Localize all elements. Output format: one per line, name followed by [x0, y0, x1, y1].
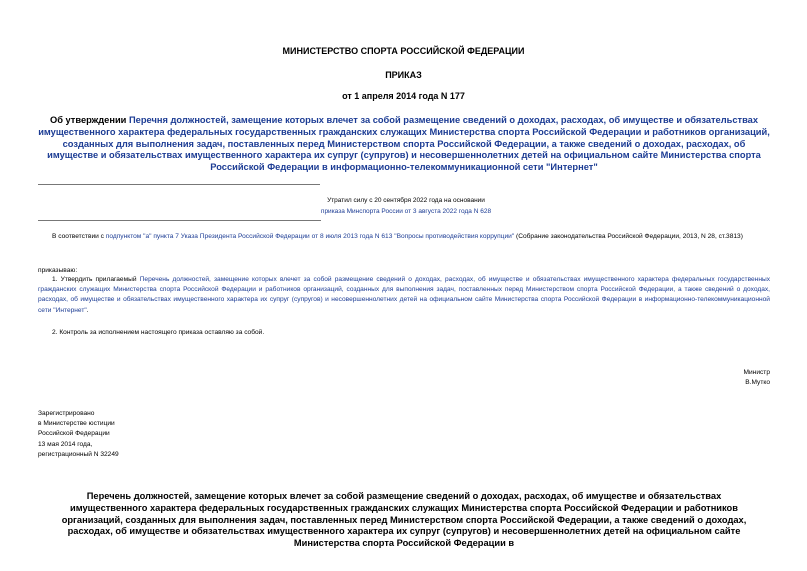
signature-block [744, 368, 771, 388]
document-date-number: от 1 апреля 2014 года N 177 [342, 91, 465, 101]
divider-top [38, 184, 320, 185]
signature-name: В.Мутко [745, 379, 770, 387]
item1-list-link[interactable]: Перечень должностей, замещение которых влечет за собой размещение сведений о доходах, расходах, об имуществе и обязательствах имущественного характера федеральных государственных гражданских служащих Министерства спорта Российской Федерации и работников организаций, созданных для выполнения задач, поставленных перед Министерством спорта Российской Федерации, а также сведений о доходах, расходах, об имуществе и обязательствах имущественного характера их супруг (супругов) и несовершеннолетних детей на официальном сайте Министерства спорта Российской Федерации в информационно-телекоммуникационной сети "Интернет" [38, 276, 770, 314]
item1-suffix: . [86, 306, 89, 314]
registration-line: Зарегистрировано [38, 410, 95, 417]
registration-block [38, 409, 119, 460]
status-note: Утратил силу с 20 сентября 2022 года на основании [327, 197, 485, 204]
status-repeal-link[interactable]: приказа Минспорта России от 3 августа 2022 года N 628 [320, 208, 492, 215]
title-link[interactable]: Перечня должностей, замещение которых влечет за собой размещение сведений о доходах, расходах, об имуществе и обязательствах имущественного характера федеральных государственных гражданских служащих Министерства спорта Российской Федерации и работников организаций, созданных для выполнения задач, поставленных перед Министерством спорта Российской Федерации, а также сведений о доходах, расходах, об имуществе и обязательствах имущественного характера их супруг (супругов) и несовершеннолетних детей на официальном сайте Министерства спорта Российской Федерации в информационно-телекоммуникационной сети "Интернет" [38, 115, 770, 173]
preamble-suffix: (Собрание законодательства Российской Федерации, 2013, N 28, ст.3813) [514, 233, 743, 240]
registration-line: Российской Федерации [38, 430, 110, 438]
list-title: Перечень должностей, замещение которых влечет за собой размещение сведений о доходах, расходах, об имуществе и обязательствах имущественного характера федеральных государственных гражданских служащих Министерства спорта Российской Федерации и работников организаций, созданных для выполнения задач, поставленных перед Министерством спорта Российской Федерации, а также сведений о доходах, расходах, об имуществе и обязательствах имущественного характера их супруг (супругов) и несовершеннолетних детей на официальном сайте Министерства спорта Российской Федерации в [61, 491, 747, 549]
preamble-decree-link[interactable]: подпунктом "а" пункта 7 Указа Президента Российской Федерации от 8 июля 2013 года N 613 "Вопросы противодействия коррупции" [105, 233, 515, 240]
signature-position: Министр [743, 369, 770, 376]
document-type: ПРИКАЗ [385, 70, 422, 80]
registration-line: в Министерстве юстиции [38, 420, 115, 428]
registration-line: 13 мая 2014 года, [38, 440, 93, 448]
registration-line: регистрационный N 32249 [38, 450, 119, 458]
document-title [38, 115, 770, 174]
preamble-prefix: В соответствии с [52, 233, 106, 240]
order-item-2: 2. Контроль за исполнением настоящего приказа оставляю за собой. [52, 329, 265, 336]
order-word: приказываю: [38, 267, 78, 274]
ministry-heading: МИНИСТЕРСТВО СПОРТА РОССИЙСКОЙ ФЕДЕРАЦИИ [282, 46, 525, 56]
title-prefix: Об утверждении [49, 115, 129, 125]
item1-prefix: 1. Утвердить прилагаемый [52, 276, 140, 283]
divider-bottom [38, 220, 321, 221]
order-item-1 [38, 275, 770, 316]
preamble-paragraph [38, 232, 770, 242]
